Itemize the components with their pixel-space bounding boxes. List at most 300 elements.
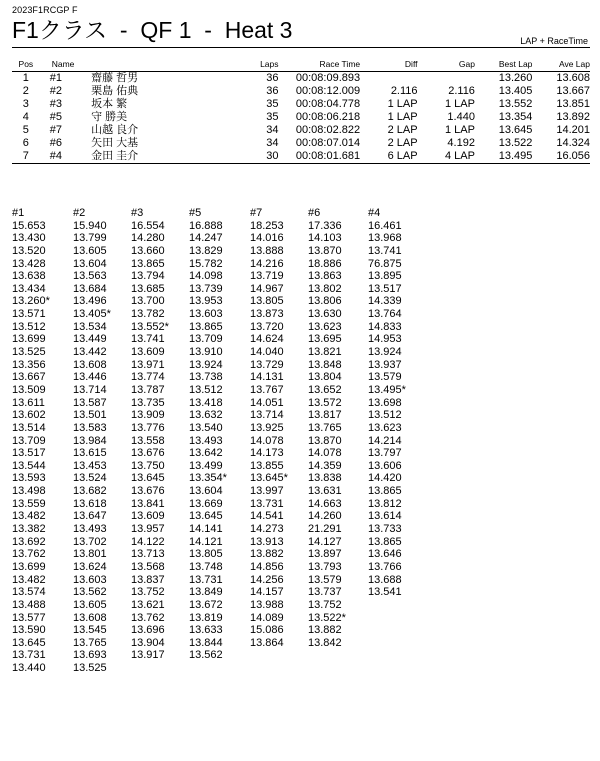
lap-time: 14.098 <box>189 270 223 283</box>
lap-time: 13.579 <box>308 573 342 586</box>
lap-time: 13.855 <box>250 459 284 472</box>
lap-time: 13.797 <box>368 447 402 460</box>
lap-time: 13.552* <box>131 320 169 333</box>
lap-time: 13.909 <box>131 409 165 422</box>
lap-time: 13.631 <box>308 485 342 498</box>
lap-time: 13.593 <box>12 472 46 485</box>
lap-time: 13.623 <box>308 320 342 333</box>
lap-column-car-number: #1 <box>12 207 25 219</box>
result-best-lap: 13.645 <box>498 124 533 136</box>
lap-time: 13.805 <box>250 295 284 308</box>
lap-time: 13.787 <box>131 383 165 396</box>
lap-time: 13.682 <box>73 485 107 498</box>
lap-time: 13.652 <box>308 383 342 396</box>
lap-time: 13.806 <box>308 295 342 308</box>
lap-time: 13.882 <box>250 548 284 561</box>
lap-time: 13.623 <box>368 421 402 434</box>
lap-time: 13.520 <box>12 244 46 257</box>
lap-time: 13.645* <box>250 472 288 485</box>
result-laps: 34 <box>266 137 279 149</box>
lap-time: 14.122 <box>131 535 165 548</box>
lap-time: 16.888 <box>189 219 223 232</box>
lap-time: 13.512 <box>189 383 223 396</box>
page-title: F1クラス - QF 1 - Heat 3 <box>12 17 293 43</box>
lap-time: 13.882 <box>308 624 342 637</box>
lap-time: 16.461 <box>368 219 402 232</box>
lap-time: 14.856 <box>250 560 284 573</box>
lap-time: 13.794 <box>131 270 165 283</box>
lap-time: 13.684 <box>73 282 107 295</box>
result-best-lap: 13.260 <box>498 72 533 84</box>
result-laps: 35 <box>266 111 279 123</box>
lap-time: 13.646 <box>368 548 402 561</box>
lap-time: 13.699 <box>12 560 46 573</box>
lap-time: 13.493 <box>73 523 107 536</box>
lap-time: 13.453 <box>73 459 107 472</box>
lap-time: 13.971 <box>131 358 165 371</box>
col-header-gap: Gap <box>418 57 475 72</box>
lap-time: 15.086 <box>250 624 284 637</box>
lap-time: 13.719 <box>250 270 284 283</box>
lap-time: 13.498 <box>12 485 46 498</box>
lap-column-car-number: #2 <box>73 207 86 219</box>
lap-time: 14.216 <box>250 257 284 270</box>
lap-time: 13.805 <box>189 548 223 561</box>
lap-time: 13.512 <box>12 320 46 333</box>
lap-time: 13.817 <box>308 409 342 422</box>
lap-time: 13.501 <box>73 409 107 422</box>
lap-time: 13.765 <box>73 636 107 649</box>
result-best-lap: 13.405 <box>498 85 533 97</box>
col-header-pos: Pos <box>12 57 40 72</box>
lap-time: 13.608 <box>73 611 107 624</box>
results-row <box>12 137 590 150</box>
lap-time: 13.799 <box>73 232 107 245</box>
lap-time: 13.829 <box>189 244 223 257</box>
lap-time: 13.562 <box>73 586 107 599</box>
lap-time: 14.273 <box>250 523 284 536</box>
lap-time: 14.103 <box>308 232 342 245</box>
lap-time: 14.541 <box>250 510 284 523</box>
lap-time: 13.354* <box>189 472 227 485</box>
result-diff: 1 LAP <box>387 111 418 123</box>
lap-time: 13.700 <box>131 295 165 308</box>
lap-time: 14.127 <box>308 535 342 548</box>
result-laps: 30 <box>239 150 279 164</box>
lap-time: 13.748 <box>189 560 223 573</box>
lap-time: 13.514 <box>12 421 46 434</box>
lap-time: 13.558 <box>131 434 165 447</box>
lap-time: 13.765 <box>308 421 342 434</box>
lap-time: 13.604 <box>73 257 107 270</box>
lap-time: 13.512 <box>368 409 402 422</box>
lap-time: 14.260 <box>308 510 342 523</box>
lap-time: 13.733 <box>368 523 402 536</box>
lap-time: 13.676 <box>131 447 165 460</box>
lap-time: 13.924 <box>368 346 402 359</box>
lap-time: 13.574 <box>12 586 46 599</box>
lap-time: 13.496 <box>73 295 107 308</box>
lap-time: 13.563 <box>73 270 107 283</box>
lap-time: 13.449 <box>73 333 107 346</box>
lap-time: 13.642 <box>189 447 223 460</box>
lap-time: 13.545 <box>73 624 107 637</box>
result-race-time: 00:08:02.822 <box>295 124 361 136</box>
lap-time: 14.247 <box>189 232 223 245</box>
col-header-name: Name <box>40 57 239 72</box>
lap-time: 13.917 <box>131 649 165 662</box>
lap-time: 13.764 <box>368 308 402 321</box>
lap-time: 13.731 <box>189 573 223 586</box>
lap-time: 14.040 <box>250 346 284 359</box>
result-race-time: 00:08:07.014 <box>295 137 361 149</box>
result-ave-lap: 13.608 <box>556 72 590 84</box>
lap-time: 13.630 <box>308 308 342 321</box>
lap-time: 14.089 <box>250 611 284 624</box>
result-race-time: 00:08:04.778 <box>295 98 361 110</box>
lap-time: 13.602 <box>12 409 46 422</box>
result-driver-name: 金田 圭介 <box>91 150 239 164</box>
lap-time: 13.968 <box>368 232 402 245</box>
lap-time: 14.078 <box>308 447 342 460</box>
lap-time: 21.291 <box>308 523 342 536</box>
lap-time: 13.676 <box>131 485 165 498</box>
result-gap: 4.192 <box>447 137 475 149</box>
lap-time: 13.731 <box>250 497 284 510</box>
lap-time: 14.141 <box>189 523 223 536</box>
result-ave-lap: 13.667 <box>556 85 590 97</box>
lap-time: 13.865 <box>131 257 165 270</box>
lap-time: 13.838 <box>308 472 342 485</box>
lap-time: 13.984 <box>73 434 107 447</box>
result-gap: 1 LAP <box>444 98 475 110</box>
lap-time: 13.418 <box>189 396 223 409</box>
lap-time: 14.051 <box>250 396 284 409</box>
lap-column-car-number: #4 <box>368 207 381 219</box>
lap-time: 13.688 <box>368 573 402 586</box>
result-laps: 35 <box>266 98 279 110</box>
lap-time: 13.774 <box>131 371 165 384</box>
lap-time: 13.812 <box>368 497 402 510</box>
lap-column-car-number: #6 <box>308 207 321 219</box>
lap-column-car-number: #5 <box>189 207 202 219</box>
lap-time: 13.568 <box>131 560 165 573</box>
result-driver-name: 齋藤 哲男 <box>91 72 139 84</box>
lap-time: 13.957 <box>131 523 165 536</box>
lap-time: 13.660 <box>131 244 165 257</box>
lap-time: 13.609 <box>131 510 165 523</box>
lap-time: 13.865 <box>368 485 402 498</box>
lap-time: 13.864 <box>250 636 284 649</box>
result-race-time: 00:08:12.009 <box>295 85 361 97</box>
lap-time: 13.541 <box>368 586 402 599</box>
result-driver-name: 坂本 繁 <box>91 98 128 110</box>
results-row <box>12 98 590 111</box>
lap-time: 13.953 <box>189 295 223 308</box>
lap-time: 13.873 <box>250 308 284 321</box>
lap-time: 13.645 <box>189 510 223 523</box>
lap-time: 13.434 <box>12 282 46 295</box>
result-diff: 2.116 <box>390 85 418 97</box>
result-gap <box>418 72 475 86</box>
lap-time: 13.562 <box>189 649 223 662</box>
result-car-number: #7 <box>49 124 62 136</box>
results-table <box>12 57 590 164</box>
lap-time: 13.669 <box>189 497 223 510</box>
lap-time: 13.731 <box>12 649 46 662</box>
lap-time: 18.253 <box>250 219 284 232</box>
lap-time: 13.428 <box>12 257 46 270</box>
lap-time: 18.886 <box>308 257 342 270</box>
lap-time: 13.735 <box>131 396 165 409</box>
lap-time: 15.653 <box>12 219 46 232</box>
lap-time: 13.804 <box>308 371 342 384</box>
lap-time: 13.924 <box>189 358 223 371</box>
lap-time: 13.782 <box>131 308 165 321</box>
result-laps: 36 <box>266 85 279 97</box>
col-header-best-lap: Best Lap <box>475 57 532 72</box>
result-gap: 4 LAP <box>418 150 475 164</box>
lap-time: 13.720 <box>250 320 284 333</box>
lap-time: 16.554 <box>131 219 165 232</box>
lap-time: 14.131 <box>250 371 284 384</box>
lap-column <box>73 207 133 675</box>
result-car-number: #5 <box>49 111 62 123</box>
col-header-ave-lap: Ave Lap <box>532 57 590 72</box>
lap-time: 13.525 <box>12 346 46 359</box>
lap-time: 13.904 <box>131 636 165 649</box>
lap-time: 14.121 <box>189 535 223 548</box>
lap-time: 13.525 <box>73 662 107 675</box>
results-row <box>12 111 590 124</box>
lap-time: 13.738 <box>189 371 223 384</box>
lap-time: 13.446 <box>73 371 107 384</box>
lap-time: 14.663 <box>308 497 342 510</box>
lap-time: 13.405* <box>73 308 111 321</box>
lap-time: 13.442 <box>73 346 107 359</box>
result-car-number: #6 <box>49 137 62 149</box>
lap-time: 13.603 <box>189 308 223 321</box>
result-ave-lap: 13.851 <box>556 98 590 110</box>
lap-time: 13.870 <box>308 244 342 257</box>
lap-time: 13.842 <box>308 636 342 649</box>
lap-time: 13.440 <box>12 662 46 675</box>
lap-time: 13.524 <box>73 472 107 485</box>
lap-time: 13.913 <box>250 535 284 548</box>
result-race-time: 00:08:06.218 <box>295 111 361 123</box>
result-pos: 1 <box>22 72 29 84</box>
lap-time: 14.624 <box>250 333 284 346</box>
lap-time: 13.865 <box>189 320 223 333</box>
lap-time: 14.173 <box>250 447 284 460</box>
result-ave-lap: 14.201 <box>556 124 590 136</box>
lap-time: 13.692 <box>12 535 46 548</box>
lap-time: 13.482 <box>12 510 46 523</box>
lap-time: 17.336 <box>308 219 342 232</box>
lap-time: 13.534 <box>73 320 107 333</box>
result-race-time: 00:08:01.681 <box>279 150 361 164</box>
lap-time: 13.988 <box>250 598 284 611</box>
lap-time: 13.709 <box>189 333 223 346</box>
lap-time: 13.587 <box>73 396 107 409</box>
lap-time: 13.837 <box>131 573 165 586</box>
result-diff: 2 LAP <box>387 137 418 149</box>
result-pos: 4 <box>22 111 29 123</box>
lap-time: 13.559 <box>12 497 46 510</box>
result-driver-name: 栗島 佑典 <box>91 85 139 97</box>
lap-time: 13.605 <box>73 598 107 611</box>
result-best-lap: 13.522 <box>498 137 533 149</box>
event-name: 2023F1RCGP F <box>12 5 78 15</box>
lap-time: 13.741 <box>368 244 402 257</box>
lap-time: 13.739 <box>189 282 223 295</box>
lap-time: 13.750 <box>131 459 165 472</box>
result-race-time: 00:08:09.893 <box>295 72 361 84</box>
lap-time: 13.762 <box>12 548 46 561</box>
lap-time: 13.540 <box>189 421 223 434</box>
lap-time: 14.256 <box>250 573 284 586</box>
results-body <box>12 72 590 164</box>
lap-time: 13.517 <box>12 447 46 460</box>
lap-time: 13.577 <box>12 611 46 624</box>
lap-time: 15.940 <box>73 219 107 232</box>
result-car-number: #4 <box>40 150 91 164</box>
lap-time: 13.767 <box>250 383 284 396</box>
lap-time: 13.819 <box>189 611 223 624</box>
lap-time: 13.672 <box>189 598 223 611</box>
result-car-number: #1 <box>49 72 62 84</box>
results-header-row <box>12 57 590 72</box>
lap-time: 13.647 <box>73 510 107 523</box>
result-pos: 3 <box>22 98 29 110</box>
lap-time: 13.260* <box>12 295 50 308</box>
lap-time: 13.863 <box>308 270 342 283</box>
lap-time: 13.356 <box>12 358 46 371</box>
lap-time: 13.522* <box>308 611 346 624</box>
lap-column <box>189 207 249 662</box>
lap-time: 76.875 <box>368 257 402 270</box>
results-row <box>12 72 590 86</box>
result-diff <box>360 72 417 86</box>
lap-time: 13.611 <box>12 396 45 409</box>
lap-time: 13.844 <box>189 636 223 649</box>
lap-time: 13.430 <box>12 232 46 245</box>
lap-time: 13.865 <box>368 535 402 548</box>
result-pos: 2 <box>22 85 29 97</box>
lap-time: 13.685 <box>131 282 165 295</box>
lap-time: 13.572 <box>308 396 342 409</box>
lap-time: 13.645 <box>12 636 46 649</box>
lap-time: 13.696 <box>131 624 165 637</box>
lap-time: 13.624 <box>73 560 107 573</box>
lap-time: 13.571 <box>12 308 46 321</box>
result-diff: 1 LAP <box>387 98 418 110</box>
lap-time: 13.493 <box>189 434 223 447</box>
lap-time: 13.752 <box>308 598 342 611</box>
lap-time: 14.280 <box>131 232 165 245</box>
lap-time: 13.801 <box>73 548 107 561</box>
report-mode-label: LAP + RaceTime <box>520 36 588 46</box>
lap-time: 13.897 <box>308 548 342 561</box>
result-laps: 34 <box>266 124 279 136</box>
lap-time: 13.605 <box>73 244 107 257</box>
results-row <box>12 85 590 98</box>
lap-time: 14.214 <box>368 434 402 447</box>
lap-time: 13.614 <box>368 510 402 523</box>
lap-time: 13.609 <box>131 346 165 359</box>
lap-time: 13.713 <box>131 548 165 561</box>
lap-time: 13.645 <box>131 472 165 485</box>
lap-time: 13.621 <box>131 598 165 611</box>
lap-time: 13.488 <box>12 598 46 611</box>
result-gap: 2.116 <box>448 85 475 97</box>
lap-time: 13.714 <box>250 409 284 422</box>
result-driver-name: 矢田 大基 <box>91 137 139 149</box>
lap-time: 13.382 <box>12 523 46 536</box>
lap-time: 13.910 <box>189 346 223 359</box>
lap-time: 13.841 <box>131 497 165 510</box>
lap-time: 13.695 <box>308 333 342 346</box>
result-driver-name: 守 勝美 <box>91 111 128 123</box>
lap-time: 13.849 <box>189 586 223 599</box>
result-pos: 5 <box>22 124 29 136</box>
lap-time: 13.667 <box>12 371 46 384</box>
lap-time: 13.618 <box>73 497 107 510</box>
lap-time: 14.359 <box>308 459 342 472</box>
lap-time: 14.078 <box>250 434 284 447</box>
lap-time: 14.833 <box>368 320 402 333</box>
lap-time: 13.895 <box>368 270 402 283</box>
result-pos: 7 <box>12 150 40 164</box>
lap-time: 13.709 <box>12 434 46 447</box>
lap-time: 13.482 <box>12 573 46 586</box>
lap-time: 13.638 <box>12 270 46 283</box>
lap-column <box>12 207 72 675</box>
title-divider <box>12 47 590 48</box>
lap-time: 15.782 <box>189 257 223 270</box>
result-laps: 36 <box>266 72 279 84</box>
lap-time: 13.544 <box>12 459 46 472</box>
lap-time: 13.793 <box>308 560 342 573</box>
lap-time: 13.590 <box>12 624 46 637</box>
result-best-lap: 13.354 <box>498 111 533 123</box>
result-diff: 6 LAP <box>360 150 417 164</box>
lap-time: 13.737 <box>308 586 342 599</box>
lap-time: 13.632 <box>189 409 223 422</box>
lap-column <box>250 207 310 649</box>
lap-time: 13.615 <box>73 447 107 460</box>
lap-time: 14.157 <box>250 586 284 599</box>
result-gap: 1 LAP <box>444 124 475 136</box>
lap-column <box>308 207 368 649</box>
col-header-diff: Diff <box>360 57 417 72</box>
lap-column-car-number: #3 <box>131 207 144 219</box>
result-pos: 6 <box>22 137 29 149</box>
lap-time: 13.741 <box>131 333 165 346</box>
lap-time: 13.848 <box>308 358 342 371</box>
lap-time: 13.606 <box>368 459 402 472</box>
lap-time: 13.802 <box>308 282 342 295</box>
lap-time: 13.603 <box>73 573 107 586</box>
lap-time: 13.517 <box>368 282 402 295</box>
result-gap: 1.440 <box>447 111 475 123</box>
lap-time: 13.698 <box>368 396 402 409</box>
result-ave-lap: 13.892 <box>556 111 590 123</box>
result-ave-lap: 16.056 <box>532 150 590 164</box>
lap-time: 14.420 <box>368 472 402 485</box>
lap-column <box>131 207 191 662</box>
lap-time: 14.339 <box>368 295 402 308</box>
